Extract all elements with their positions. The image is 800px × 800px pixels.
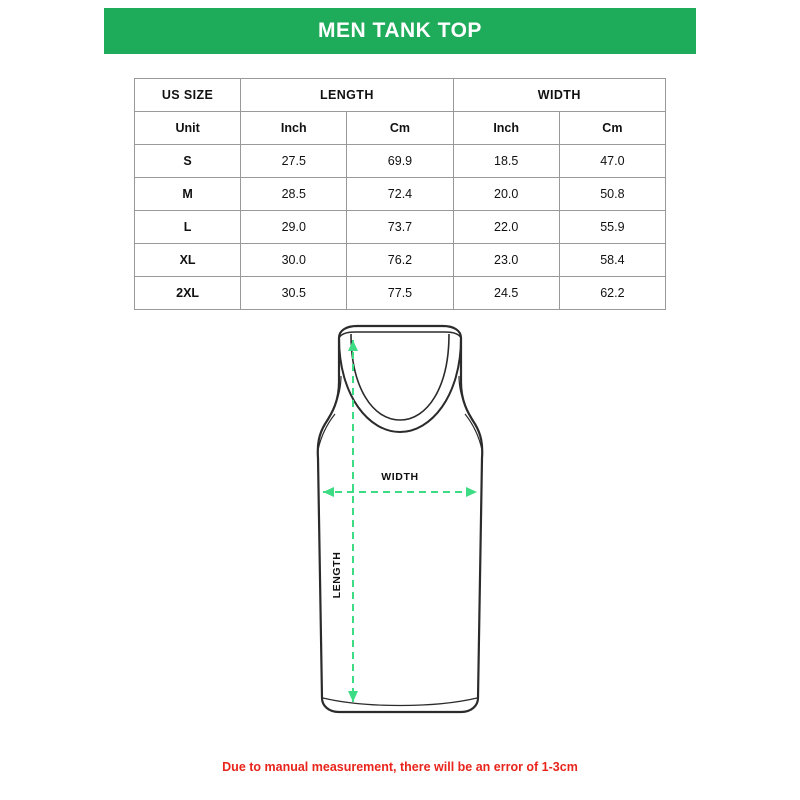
unit-length-cm: Cm <box>347 112 453 145</box>
table-row <box>135 145 666 178</box>
tank-top-diagram <box>265 320 535 730</box>
width-dimension-label: WIDTH <box>381 471 419 483</box>
table-row <box>135 244 666 277</box>
row-length-cm: 77.5 <box>347 277 453 310</box>
unit-length-inch: Inch <box>241 112 347 145</box>
row-length-cm: 73.7 <box>347 211 453 244</box>
row-length-cm: 72.4 <box>347 178 453 211</box>
length-dimension-label: LENGTH <box>331 551 343 599</box>
page-title: MEN TANK TOP <box>318 19 482 42</box>
row-size: L <box>135 211 241 244</box>
header-length: LENGTH <box>241 79 453 112</box>
header-us-size: US SIZE <box>135 79 241 112</box>
table-group-header-row <box>135 79 666 112</box>
measurement-disclaimer: Due to manual measurement, there will be an error of 1-3cm <box>222 760 578 774</box>
row-size: M <box>135 178 241 211</box>
row-width-inch: 22.0 <box>453 211 559 244</box>
row-width-inch: 23.0 <box>453 244 559 277</box>
unit-label: Unit <box>135 112 241 145</box>
row-length-inch: 29.0 <box>241 211 347 244</box>
row-width-cm: 62.2 <box>559 277 665 310</box>
table-row <box>135 211 666 244</box>
table-unit-row <box>135 112 666 145</box>
size-table <box>134 78 666 310</box>
row-width-cm: 58.4 <box>559 244 665 277</box>
row-length-inch: 27.5 <box>241 145 347 178</box>
row-size: 2XL <box>135 277 241 310</box>
garment-illustration <box>265 320 535 730</box>
row-width-inch: 20.0 <box>453 178 559 211</box>
row-length-inch: 30.0 <box>241 244 347 277</box>
row-length-cm: 76.2 <box>347 244 453 277</box>
row-size: S <box>135 145 241 178</box>
row-size: XL <box>135 244 241 277</box>
tank-top-outline <box>318 326 482 712</box>
header-banner <box>104 8 696 54</box>
row-width-cm: 47.0 <box>559 145 665 178</box>
row-width-cm: 50.8 <box>559 178 665 211</box>
header-width: WIDTH <box>453 79 665 112</box>
unit-width-cm: Cm <box>559 112 665 145</box>
row-length-cm: 69.9 <box>347 145 453 178</box>
row-width-cm: 55.9 <box>559 211 665 244</box>
unit-width-inch: Inch <box>453 112 559 145</box>
size-table-container <box>134 78 666 310</box>
table-row <box>135 178 666 211</box>
table-row <box>135 277 666 310</box>
row-width-inch: 18.5 <box>453 145 559 178</box>
row-length-inch: 30.5 <box>241 277 347 310</box>
row-width-inch: 24.5 <box>453 277 559 310</box>
row-length-inch: 28.5 <box>241 178 347 211</box>
